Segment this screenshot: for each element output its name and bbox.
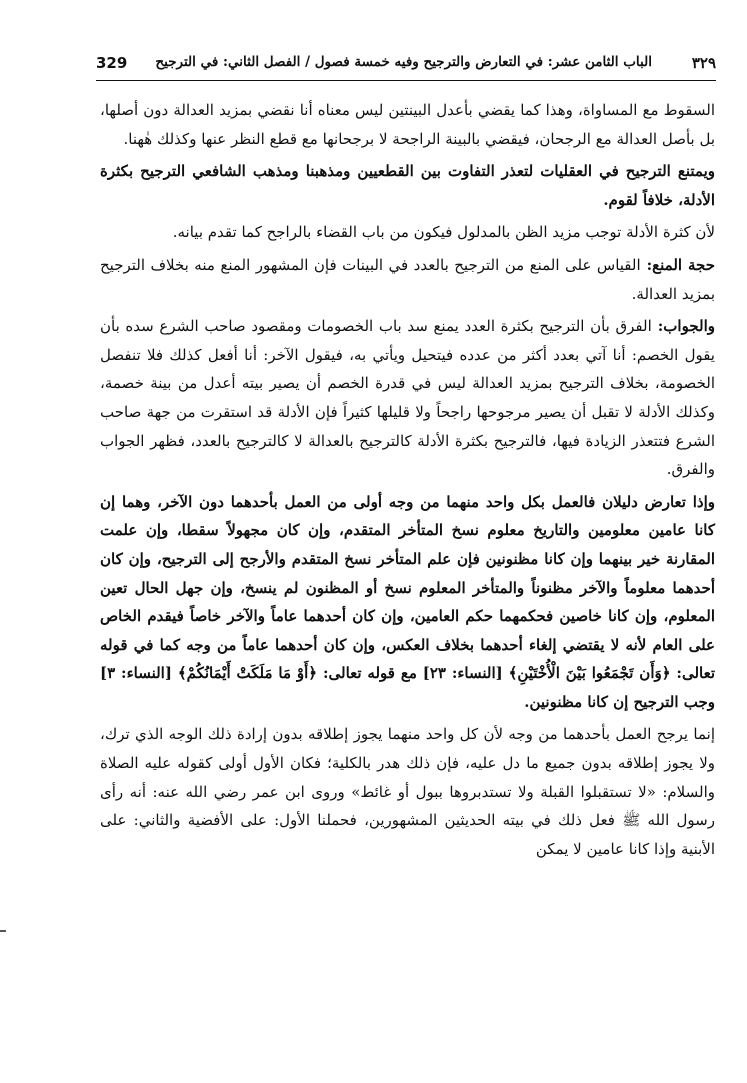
paragraph-lead: حجة المنع: bbox=[646, 255, 715, 274]
paragraph-text: الفرق بأن الترجيح بكثرة العدد يمنع سد باب الخصومات ومقصود صاحب الشرع سده بأن يقول الخصم: أنا آتي بعدد أكثر من عدده فيتحيل ويأتي به، فيقول الآخر: أنا أفعل كذلك فلا تنفصل الخصومة، بخلاف الترجيح بمزيد العدالة ليس في قدرة الخصم أن يصير بيته أعدل من بينة خصمة، وكذلك الأدلة لا تقبل أن يصير مرجوحها راجحاً ولا قليلها كثيراً فإن الأدلة قد استقرت من جهة صاحب الشرع فتتعذر الزيادة فيها، فالترجيح بكثرة الأدلة كالترجيح بالعدالة لا كالترجيح بالعدد، فظهر الجواب والفرق. bbox=[100, 317, 715, 479]
paragraph bbox=[100, 218, 715, 247]
page-header bbox=[96, 50, 716, 84]
paragraph-text: السقوط مع المساواة، وهذا كما يقضي بأعدل البينتين ليس معناه أنا نقضي بمزيد العدالة دون أصلها، بل بأصل العدالة مع الرجحان، فيقضي بالبينة الراجحة لا برجحانها مع قطع النظر عنها وكذلك هٰهنا. bbox=[100, 101, 715, 148]
page-number-arabic: ٣٢٩ bbox=[691, 54, 716, 72]
paragraph bbox=[100, 720, 715, 863]
margin-mark bbox=[0, 930, 6, 932]
paragraph-text: وإذا تعارض دليلان فالعمل بكل واحد منهما من وجه أولى من العمل بأحدهما دون الآخر، وهما إن كانا عامين معلومين والتاريخ معلوم نسخ المتأخر المتقدم، وإن كان مجهولاً سقطا، وإن علمت المقارنة خير بينهما وإن كانا مظنونين فإن علم المتأخر نسخ المتقدم والأرجح إلى الترجيح، وإن كان أحدهما معلوماً والآخر مظنوناً والمتأخر المعلوم نسخ أو المظنون لم ينسخ، وإن جهل الحال تعين المعلوم، وإن كانا خاصين فحكمهما حكم العامين، وإن كان أحدهما عاماً والآخر خاصاً فيقدم الخاص على العام لأنه لا يقتضي إلغاء أحدهما بخلاف العكس، وإن كان أحدهما عاماً من وجه كما في قوله تعالى: ﴿وَأَن تَجْمَعُوا بَيْنَ الْأُخْتَيْنِ﴾ [النساء: ٢٣] مع قوله تعالى: ﴿أَوْ مَا مَلَكَتْ أَيْمَانُكُمْ﴾ [النساء: ٣] وجب الترجيح إن كانا مظنونين. bbox=[100, 492, 715, 711]
page-number: 329 bbox=[96, 54, 128, 72]
paragraph-text: القياس على المنع من الترجيح بالعدد في البينات فإن المشهور المنع منه بخلاف الترجيح بمزيد العدالة. bbox=[100, 255, 715, 303]
paragraph bbox=[100, 488, 715, 717]
paragraph bbox=[100, 251, 715, 308]
paragraph bbox=[100, 96, 715, 153]
paragraph bbox=[100, 157, 715, 214]
body-text bbox=[100, 96, 715, 863]
paragraph-text: ويمتنع الترجيح في العقليات لتعذر التفاوت بين القطعيين ومذهبنا ومذهب الشافعي الترجيح بكثرة الأدلة، خلافاً لقوم. bbox=[100, 162, 715, 209]
paragraph-lead: والجواب: bbox=[657, 317, 715, 336]
running-title: الباب الثامن عشر: في التعارض والترجيح وفيه خمسة فصول / الفصل الثاني: في الترجيح bbox=[155, 54, 652, 70]
paragraph bbox=[100, 312, 715, 484]
paragraph-text: إنما يرجح العمل بأحدهما من وجه لأن كل واحد منهما يجوز إطلاقه بدون إرادة ذلك الوجه الذي ترك، ولا يجوز إطلاقه بدون جميع ما دل عليه، فإن ذلك هدر بالكلية؛ فكان الأول أولى كقوله عليه الصلاة والسلام: «لا تستقبلوا القبلة ولا تستدبروها ببول أو غائط» وروى ابن عمر رضي الله عنه: أنه رأى رسول الله ﷺ فعل ذلك في بيته الحديثين المشهورين، فحملنا الأول: على الأفضية والثاني: على الأبنية وإذا كانا عامين لا يمكن bbox=[100, 725, 715, 858]
paragraph-text: لأن كثرة الأدلة توجب مزيد الظن بالمدلول فيكون من باب القضاء بالراجح كما تقدم بيانه. bbox=[172, 223, 715, 242]
header-rule bbox=[96, 80, 716, 81]
